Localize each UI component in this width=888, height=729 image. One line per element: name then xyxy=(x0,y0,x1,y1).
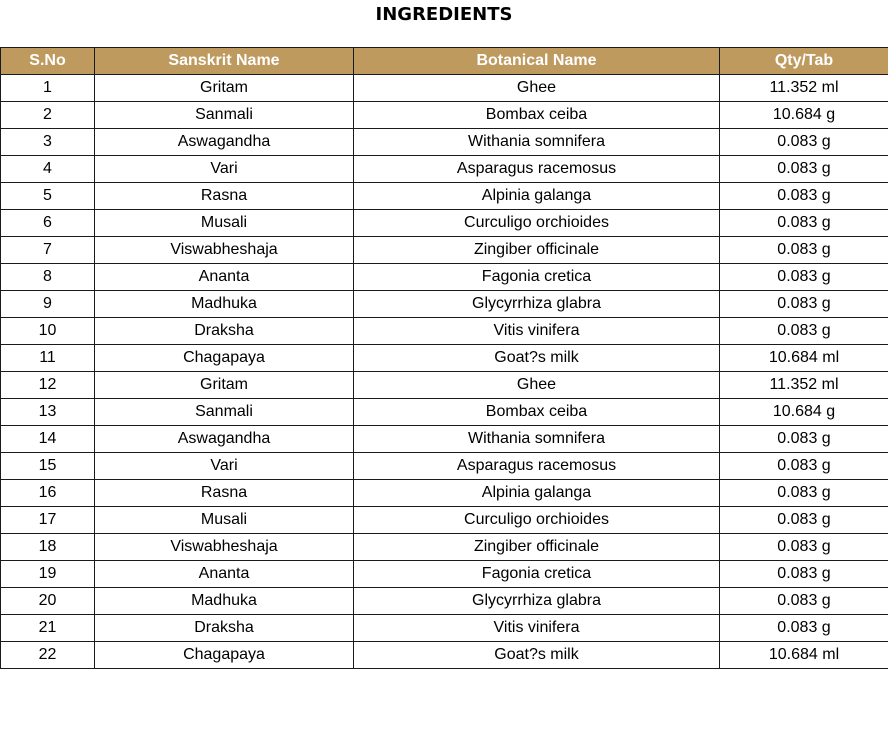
cell-sno: 3 xyxy=(1,129,95,156)
cell-botanical-name: Withania somnifera xyxy=(354,426,720,453)
cell-botanical-name: Goat?s milk xyxy=(354,642,720,669)
cell-sanskrit-name: Viswabheshaja xyxy=(95,534,354,561)
cell-sanskrit-name: Sanmali xyxy=(95,399,354,426)
table-row xyxy=(1,480,888,507)
cell-sno: 22 xyxy=(1,642,95,669)
cell-qty-per-tab: 0.083 g xyxy=(720,426,888,453)
cell-qty-per-tab: 10.684 g xyxy=(720,399,888,426)
column-header-sno: S.No xyxy=(1,48,95,75)
table-row xyxy=(1,507,888,534)
column-header-qty-per-tab: Qty/Tab xyxy=(720,48,888,75)
cell-sanskrit-name: Musali xyxy=(95,507,354,534)
cell-sno: 10 xyxy=(1,318,95,345)
cell-sanskrit-name: Madhuka xyxy=(95,291,354,318)
cell-botanical-name: Bombax ceiba xyxy=(354,399,720,426)
cell-botanical-name: Fagonia cretica xyxy=(354,561,720,588)
table-row xyxy=(1,129,888,156)
cell-sanskrit-name: Musali xyxy=(95,210,354,237)
table-row xyxy=(1,345,888,372)
table-row xyxy=(1,399,888,426)
cell-botanical-name: Zingiber officinale xyxy=(354,237,720,264)
cell-sno: 16 xyxy=(1,480,95,507)
cell-sanskrit-name: Ananta xyxy=(95,264,354,291)
cell-sanskrit-name: Gritam xyxy=(95,372,354,399)
cell-qty-per-tab: 0.083 g xyxy=(720,291,888,318)
cell-qty-per-tab: 0.083 g xyxy=(720,615,888,642)
table-row xyxy=(1,318,888,345)
table-row xyxy=(1,615,888,642)
table-row xyxy=(1,291,888,318)
cell-botanical-name: Curculigo orchioides xyxy=(354,210,720,237)
column-header-botanical-name: Botanical Name xyxy=(354,48,720,75)
cell-botanical-name: Asparagus racemosus xyxy=(354,156,720,183)
cell-botanical-name: Goat?s milk xyxy=(354,345,720,372)
cell-sanskrit-name: Aswagandha xyxy=(95,426,354,453)
cell-botanical-name: Fagonia cretica xyxy=(354,264,720,291)
cell-botanical-name: Glycyrrhiza glabra xyxy=(354,291,720,318)
table-row xyxy=(1,588,888,615)
cell-botanical-name: Vitis vinifera xyxy=(354,615,720,642)
cell-qty-per-tab: 0.083 g xyxy=(720,210,888,237)
cell-sanskrit-name: Draksha xyxy=(95,615,354,642)
cell-botanical-name: Ghee xyxy=(354,372,720,399)
cell-sanskrit-name: Sanmali xyxy=(95,102,354,129)
cell-qty-per-tab: 10.684 ml xyxy=(720,345,888,372)
table-row xyxy=(1,642,888,669)
column-header-sanskrit-name: Sanskrit Name xyxy=(95,48,354,75)
cell-botanical-name: Alpinia galanga xyxy=(354,480,720,507)
cell-sno: 6 xyxy=(1,210,95,237)
cell-sanskrit-name: Chagapaya xyxy=(95,642,354,669)
table-row xyxy=(1,156,888,183)
cell-sanskrit-name: Rasna xyxy=(95,183,354,210)
cell-sno: 2 xyxy=(1,102,95,129)
cell-qty-per-tab: 0.083 g xyxy=(720,588,888,615)
cell-botanical-name: Vitis vinifera xyxy=(354,318,720,345)
cell-qty-per-tab: 0.083 g xyxy=(720,453,888,480)
cell-qty-per-tab: 0.083 g xyxy=(720,183,888,210)
cell-qty-per-tab: 10.684 g xyxy=(720,102,888,129)
cell-botanical-name: Asparagus racemosus xyxy=(354,453,720,480)
cell-sno: 11 xyxy=(1,345,95,372)
table-row xyxy=(1,561,888,588)
cell-sno: 14 xyxy=(1,426,95,453)
table-row xyxy=(1,210,888,237)
cell-sanskrit-name: Draksha xyxy=(95,318,354,345)
cell-botanical-name: Withania somnifera xyxy=(354,129,720,156)
table-row xyxy=(1,372,888,399)
cell-qty-per-tab: 0.083 g xyxy=(720,507,888,534)
cell-sno: 17 xyxy=(1,507,95,534)
cell-qty-per-tab: 0.083 g xyxy=(720,561,888,588)
cell-botanical-name: Ghee xyxy=(354,75,720,102)
cell-sno: 4 xyxy=(1,156,95,183)
cell-qty-per-tab: 0.083 g xyxy=(720,480,888,507)
cell-sno: 7 xyxy=(1,237,95,264)
table-row xyxy=(1,183,888,210)
cell-sno: 18 xyxy=(1,534,95,561)
cell-sno: 9 xyxy=(1,291,95,318)
cell-qty-per-tab: 11.352 ml xyxy=(720,75,888,102)
cell-sno: 5 xyxy=(1,183,95,210)
cell-qty-per-tab: 0.083 g xyxy=(720,534,888,561)
cell-sno: 12 xyxy=(1,372,95,399)
cell-sanskrit-name: Madhuka xyxy=(95,588,354,615)
cell-qty-per-tab: 0.083 g xyxy=(720,129,888,156)
cell-sno: 8 xyxy=(1,264,95,291)
cell-qty-per-tab: 0.083 g xyxy=(720,156,888,183)
cell-sno: 13 xyxy=(1,399,95,426)
cell-botanical-name: Zingiber officinale xyxy=(354,534,720,561)
cell-qty-per-tab: 0.083 g xyxy=(720,264,888,291)
table-row xyxy=(1,237,888,264)
cell-sno: 21 xyxy=(1,615,95,642)
table-header-row xyxy=(1,48,888,75)
table-row xyxy=(1,264,888,291)
page-title: INGREDIENTS xyxy=(375,4,513,25)
cell-sanskrit-name: Gritam xyxy=(95,75,354,102)
cell-sanskrit-name: Vari xyxy=(95,156,354,183)
cell-botanical-name: Glycyrrhiza glabra xyxy=(354,588,720,615)
cell-botanical-name: Curculigo orchioides xyxy=(354,507,720,534)
ingredients-table xyxy=(0,47,888,669)
cell-qty-per-tab: 10.684 ml xyxy=(720,642,888,669)
cell-sno: 15 xyxy=(1,453,95,480)
table-row xyxy=(1,102,888,129)
cell-sanskrit-name: Chagapaya xyxy=(95,345,354,372)
cell-sno: 1 xyxy=(1,75,95,102)
cell-sanskrit-name: Ananta xyxy=(95,561,354,588)
cell-sanskrit-name: Aswagandha xyxy=(95,129,354,156)
cell-sno: 20 xyxy=(1,588,95,615)
cell-sanskrit-name: Viswabheshaja xyxy=(95,237,354,264)
cell-sno: 19 xyxy=(1,561,95,588)
table-body xyxy=(1,75,888,669)
cell-botanical-name: Alpinia galanga xyxy=(354,183,720,210)
cell-sanskrit-name: Rasna xyxy=(95,480,354,507)
cell-botanical-name: Bombax ceiba xyxy=(354,102,720,129)
table-row xyxy=(1,75,888,102)
table-row xyxy=(1,534,888,561)
table-row xyxy=(1,453,888,480)
cell-qty-per-tab: 11.352 ml xyxy=(720,372,888,399)
cell-qty-per-tab: 0.083 g xyxy=(720,237,888,264)
cell-qty-per-tab: 0.083 g xyxy=(720,318,888,345)
table-row xyxy=(1,426,888,453)
cell-sanskrit-name: Vari xyxy=(95,453,354,480)
